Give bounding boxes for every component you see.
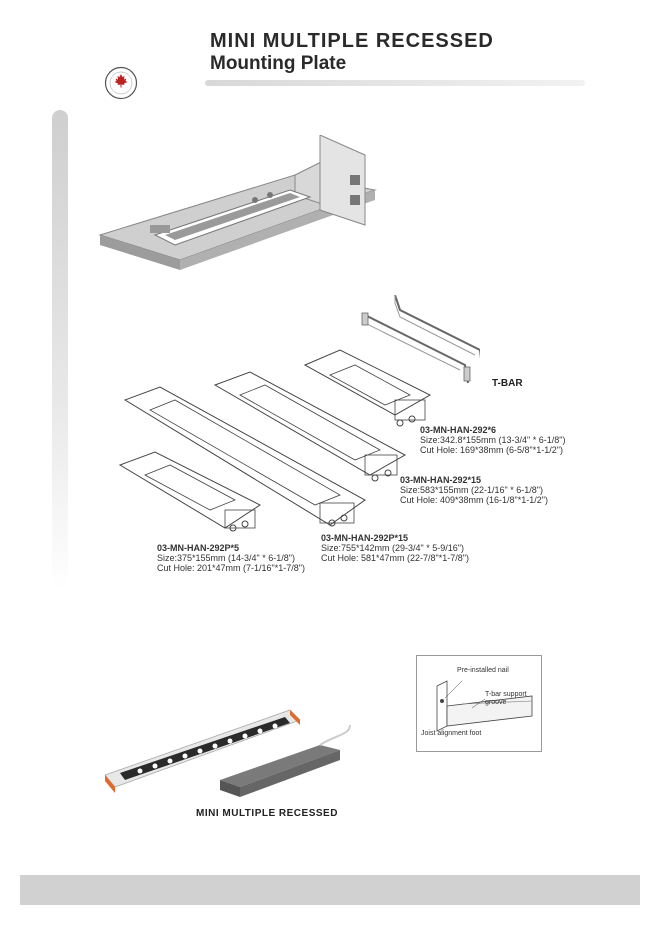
label-pre-installed-nail: Pre-installed nail xyxy=(457,667,509,674)
product-caption: MINI MULTIPLE RECESSED xyxy=(196,808,338,819)
cut-hole-text: Cut Hole: 201*47mm (7-1/16"*1-7/8") xyxy=(157,563,305,573)
cut-hole-text: Cut Hole: 169*38mm (6-5/8"*1-1/2") xyxy=(420,445,563,455)
page-subtitle: Mounting Plate xyxy=(210,53,347,74)
model-number: 03-MN-HAN-292P*5 xyxy=(157,543,240,553)
cut-hole-text: Cut Hole: 581*47mm (22-7/8"*1-7/8") xyxy=(321,553,469,563)
label-joist-foot: Joist alignment foot xyxy=(421,730,482,737)
model-number: 03-MN-HAN-292*6 xyxy=(420,425,497,435)
title-underline xyxy=(205,80,585,86)
side-decorative-bar xyxy=(52,110,68,590)
page-title: MINI MULTIPLE RECESSED xyxy=(210,30,494,52)
recessed-fixture-with-driver-image xyxy=(100,705,370,800)
footer-bar xyxy=(20,875,640,905)
spec-block-292p-x15 xyxy=(321,533,469,563)
size-text: Size:755*142mm (29-3/4" * 5-9/16") xyxy=(321,543,464,553)
size-text: Size:342.8*155mm (13-3/4" * 6-1/8") xyxy=(420,435,566,445)
mounting-plate-hero-image xyxy=(95,135,380,275)
size-text: Size:375*155mm (14-3/4" * 6-1/8") xyxy=(157,553,295,563)
model-number: 03-MN-HAN-292*15 xyxy=(400,475,482,485)
label-tbar-groove: T-bar support groove xyxy=(485,691,527,706)
spec-block-292x6 xyxy=(420,425,565,455)
t-bar-label: T-BAR xyxy=(492,378,523,389)
size-text: Size:583*155mm (22-1/16" * 6-1/8") xyxy=(400,485,543,495)
cut-hole-text: Cut Hole: 409*38mm (16-1/8"*1-1/2") xyxy=(400,495,548,505)
plate-drawing-292p-x5 xyxy=(115,450,265,535)
installation-detail-box xyxy=(416,655,542,752)
spec-block-292x15 xyxy=(400,475,548,505)
maple-leaf-certification-logo xyxy=(104,66,138,100)
model-number: 03-MN-HAN-292P*15 xyxy=(321,533,409,543)
spec-block-292p-x5 xyxy=(157,543,305,573)
